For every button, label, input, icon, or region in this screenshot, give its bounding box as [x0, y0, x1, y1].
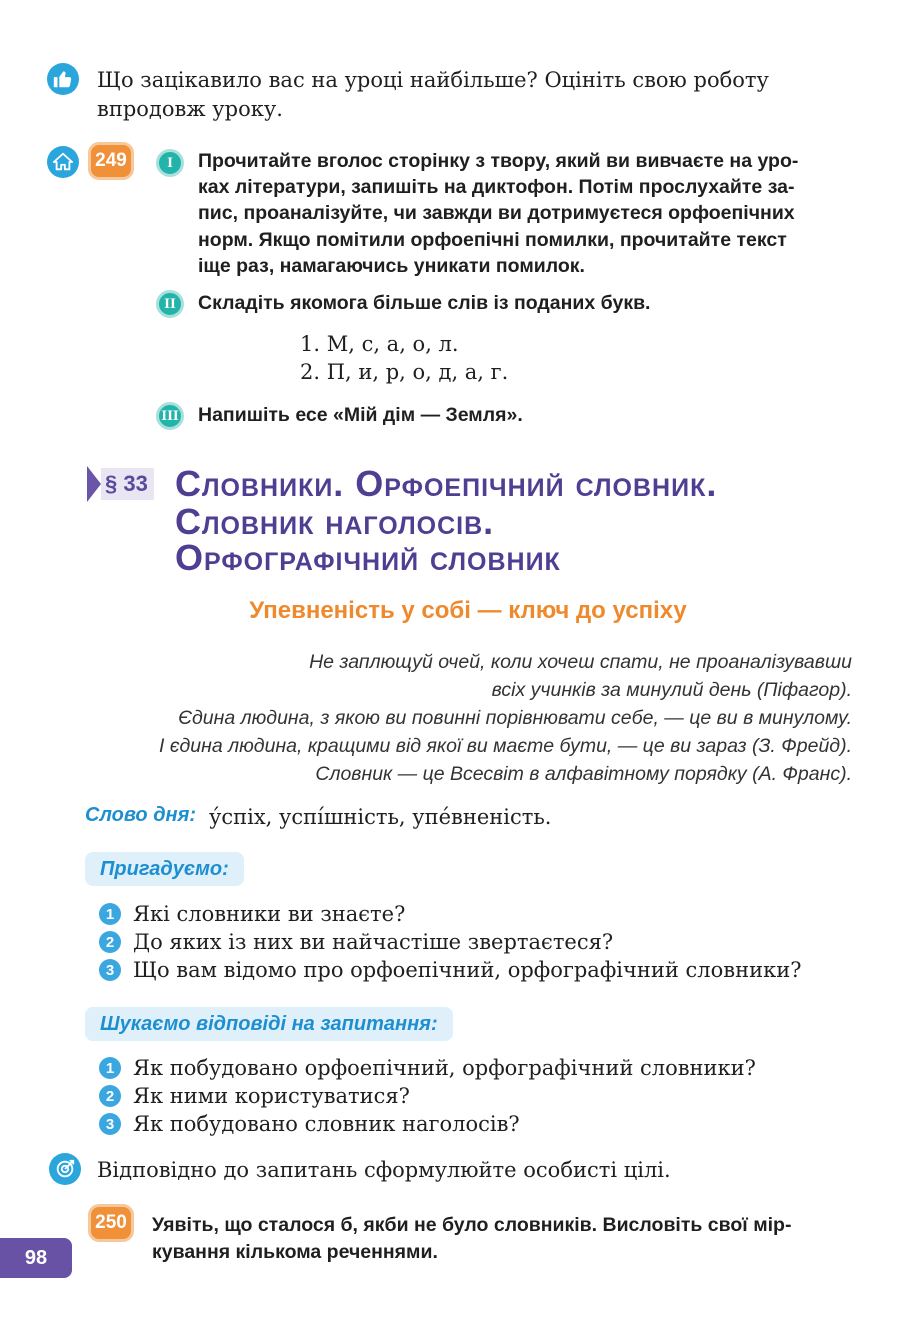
list-number: 2 — [99, 931, 121, 953]
section-mark — [87, 466, 154, 502]
recall-label: Пригадуємо: — [85, 852, 244, 886]
list-number: 3 — [99, 1113, 121, 1135]
task-text-line: пис, проаналізуйте, чи завжди ви дотримуєтеся орфоепічних — [198, 202, 795, 224]
task-text-line: іще раз, намагаючись уникати помилок. — [198, 255, 585, 277]
list-number: 1 — [99, 1057, 121, 1079]
task-number-badge: 249 — [88, 142, 134, 180]
task-text-line: норм. Якщо помітили орфоепічні помилки, прочитайте текст — [198, 229, 787, 251]
section-chevron-icon — [87, 466, 101, 502]
list-number: 1 — [99, 903, 121, 925]
list-item: Що вам відомо про орфоепічний, орфографічний словники? — [133, 958, 802, 982]
list-number: 2 — [99, 1085, 121, 1107]
part-marker-iii: III — [156, 402, 184, 430]
list-item: Як ними користуватися? — [133, 1084, 410, 1108]
task-text-line: Прочитайте вголос сторінку з твору, який ви вивчаєте на уро- — [198, 150, 799, 172]
part-marker-ii: II — [156, 290, 184, 318]
page-number: 98 — [0, 1238, 72, 1278]
letters-item-1: 1. М, с, а, о, л. — [300, 332, 459, 356]
list-number: 3 — [99, 959, 121, 981]
reflection-line-1: Що зацікавило вас на уроці найбільше? Оцініть свою роботу — [97, 68, 769, 92]
epigraph-line: Словник — це Всесвіт в алфавітному порядку (А. Франс). — [315, 763, 852, 785]
section-title-line-3: Орфографічний словник — [175, 537, 561, 578]
section-title-line-2: Словник наголосів. — [175, 501, 495, 542]
list-item: До яких із них ви найчастіше звертаєтеся? — [133, 930, 614, 954]
task-number-badge: 250 — [88, 1204, 134, 1242]
reflection-line-2: впродовж уроку. — [97, 97, 283, 121]
epigraph-line: Не заплющуй очей, коли хочеш спати, не проаналізувавши — [309, 651, 852, 673]
part-marker-i: I — [156, 149, 184, 177]
letters-item-2: 2. П, и, р, о, д, а, г. — [300, 360, 509, 384]
task-text-line: Уявіть, що сталося б, якби не було словників. Висловіть свої мір- — [152, 1214, 792, 1236]
thumbs-up-icon — [47, 63, 79, 95]
epigraph-line: І єдина людина, кращими від якої ви маєте бути, — це ви зараз (З. Фрейд). — [159, 735, 852, 757]
list-item: Які словники ви знаєте? — [133, 902, 406, 926]
word-of-day-words: у́спіх, успі́шність, упе́вненість. — [209, 805, 552, 829]
epigraph-line: всіх учинків за минулий день (Піфагор). — [491, 679, 852, 701]
home-icon — [47, 146, 79, 178]
section-subtitle: Упевненість у собі — ключ до успіху — [249, 597, 687, 624]
list-item: Як побудовано орфоепічний, орфографічний словники? — [133, 1056, 756, 1080]
epigraph-line: Єдина людина, з якою ви повинні порівнювати себе, — це ви в минулому. — [178, 707, 852, 729]
task-text-line: кування кількома реченнями. — [152, 1241, 438, 1263]
target-icon — [49, 1153, 81, 1185]
task-text-line: ках літератури, запишіть на диктофон. Потім прослухайте за- — [198, 176, 795, 198]
task-text-line: Складіть якомога більше слів із поданих букв. — [198, 292, 651, 314]
section-number: § 33 — [101, 468, 154, 500]
list-item: Як побудовано словник наголосів? — [133, 1112, 520, 1136]
task-text-line: Напишіть есе «Мій дім — Земля». — [198, 404, 523, 426]
goals-text: Відповідно до запитань сформулюйте особисті цілі. — [97, 1158, 671, 1182]
word-of-day-label: Слово дня: — [85, 804, 197, 826]
seek-label: Шукаємо відповіді на запитання: — [85, 1007, 453, 1041]
section-title-line-1: Словники. Орфоепічний словник. — [175, 463, 718, 504]
